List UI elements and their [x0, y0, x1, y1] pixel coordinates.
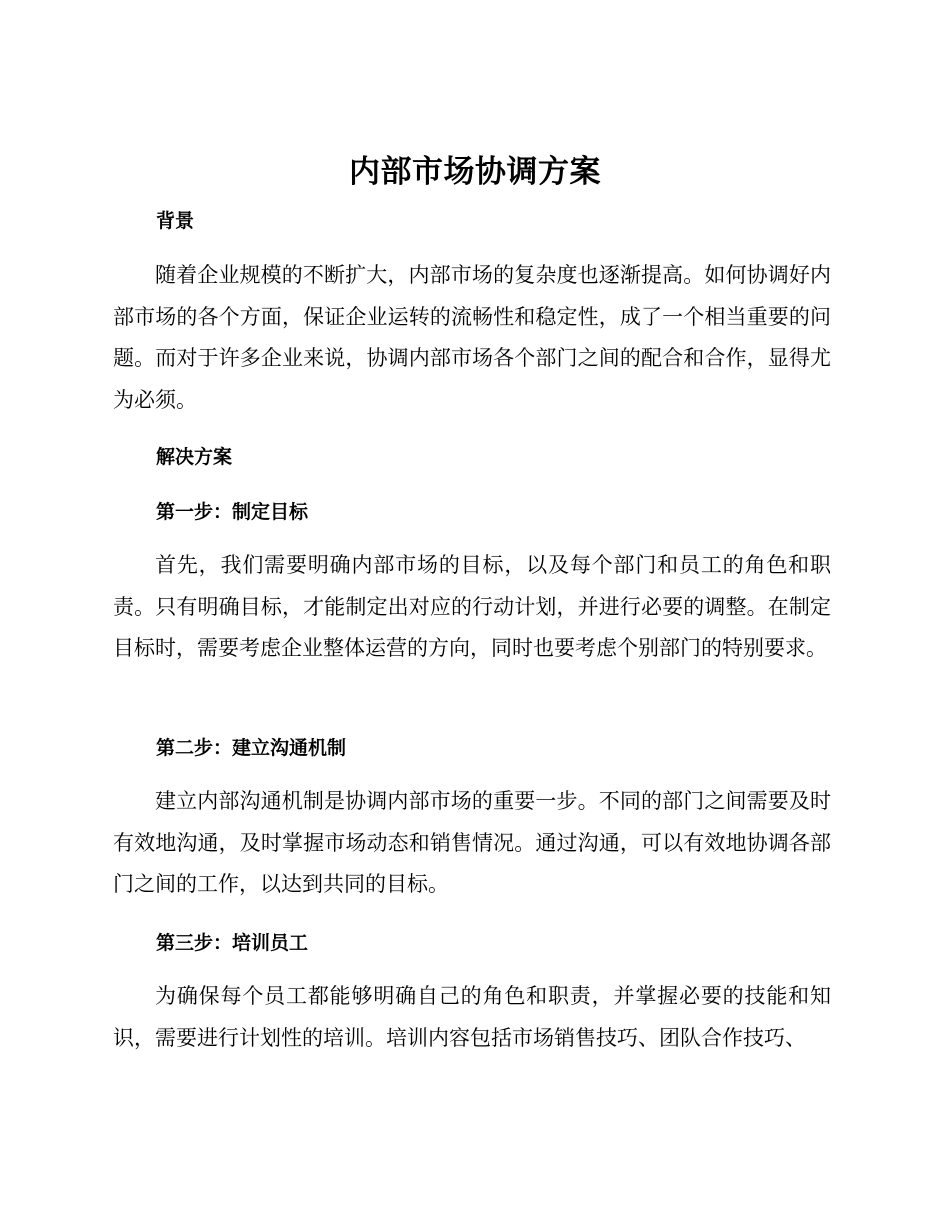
section-heading-background: 背景 [156, 210, 195, 232]
section-heading-solution: 解决方案 [156, 446, 233, 468]
section-heading-step-1: 第一步：制定目标 [156, 501, 309, 523]
section-heading-step-3: 第三步：培训员工 [156, 932, 309, 954]
section-paragraph-step-3: 为确保每个员工都能够明确自己的角色和职责，并掌握必要的技能和知识，需要进行计划性的培训。培训内容包括市场销售技巧、团队合作技巧、 [113, 984, 831, 1050]
section-heading-step-2: 第二步：建立沟通机制 [156, 737, 347, 759]
document-title: 内部市场协调方案 [349, 154, 601, 190]
section-paragraph-step-1: 首先，我们需要明确内部市场的目标，以及每个部门和员工的角色和职责。只有明确目标，才能制定出对应的行动计划，并进行必要的调整。在制定目标时，需要考虑企业整体运营的方向，同时也要考虑个别部门的特别要求。 [113, 553, 831, 660]
section-paragraph-background: 随着企业规模的不断扩大，内部市场的复杂度也逐渐提高。如何协调好内部市场的各个方面，保证企业运转的流畅性和稳定性，成了一个相当重要的问题。而对于许多企业来说，协调内部市场各个部门之间的配合和合作，显得尤为必须。 [113, 263, 831, 412]
section-paragraph-step-2: 建立内部沟通机制是协调内部市场的重要一步。不同的部门之间需要及时有效地沟通，及时掌握市场动态和销售情况。通过沟通，可以有效地协调各部门之间的工作，以达到共同的目标。 [113, 789, 831, 896]
